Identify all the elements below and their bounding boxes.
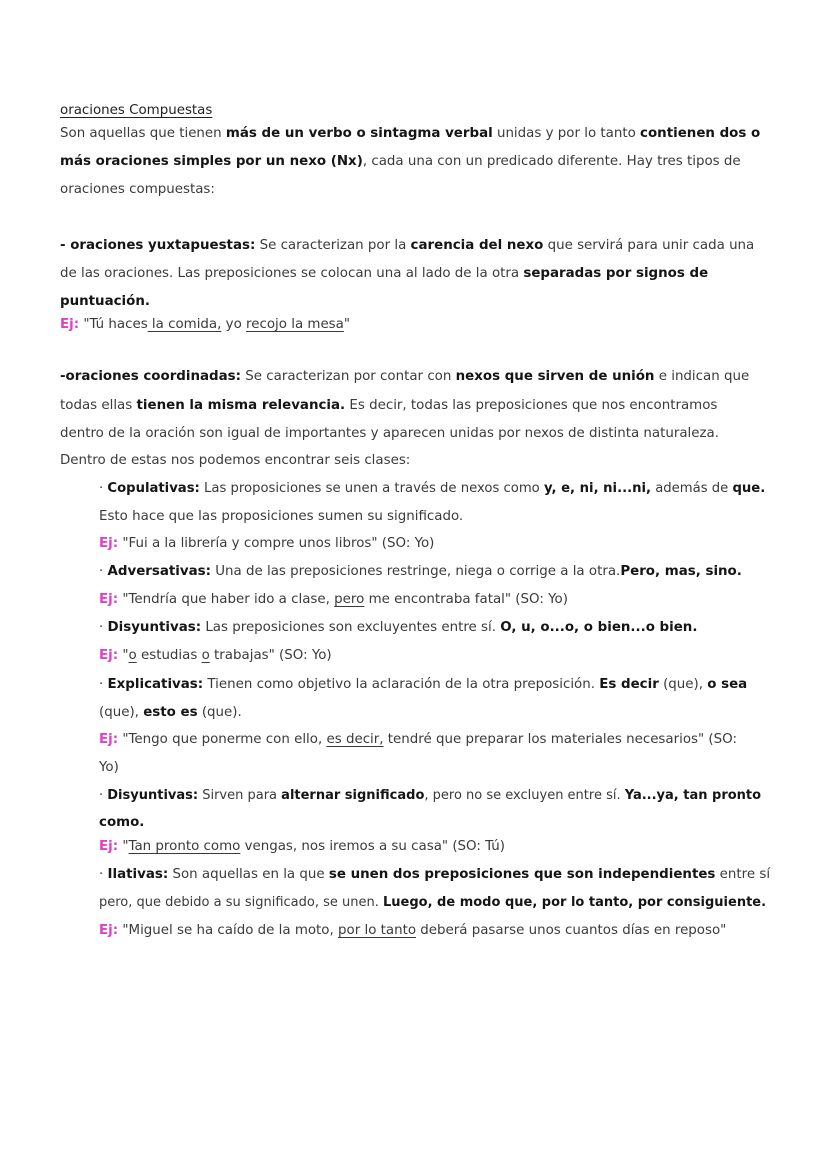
text: entre sí <box>715 867 771 882</box>
text: " <box>343 317 351 332</box>
bullet: · <box>99 620 108 635</box>
text: , pero no se excluyen entre sí. <box>424 788 625 803</box>
example-label: Ej: <box>99 732 119 747</box>
text: estudias <box>136 648 202 663</box>
class-heading: Copulativas: <box>107 481 200 496</box>
text: Se caracterizan por contar con <box>241 369 456 384</box>
underlined-text: pero <box>334 592 365 607</box>
coordinadas-line-2 <box>60 397 717 415</box>
text: que servirá para unir cada una <box>543 238 755 253</box>
class-heading: Disyuntivas: <box>107 620 202 635</box>
bold-text: se unen dos preposiciones que son independientes <box>328 867 716 882</box>
example-label: Ej: <box>99 839 119 854</box>
text: Es decir, todas las preposiciones que nos encontramos <box>345 398 718 413</box>
coordinadas-line-1 <box>60 368 749 386</box>
text: "Fui a la librería y compre unos libros" (SO: Yo) <box>118 536 435 551</box>
text: tendré que preparar los materiales necesarios" (SO: <box>383 732 737 747</box>
bold-text: esto es <box>143 705 198 720</box>
bold-text: Pero, mas, sino. <box>620 564 742 579</box>
ilativas-line-2 <box>99 894 766 912</box>
text: (que), <box>99 705 144 720</box>
bold-text: carencia del nexo <box>410 238 544 253</box>
bold-text: separadas por signos de <box>523 266 709 281</box>
intro-line-3: oraciones compuestas: <box>60 182 215 197</box>
bold-text: Luego, de modo que, por lo tanto, por consiguiente. <box>383 895 767 910</box>
underlined-text: recojo la mesa <box>246 317 344 332</box>
coordinadas-line-4: Dentro de estas nos podemos encontrar seis clases: <box>60 453 411 468</box>
disyuntivas-example <box>99 647 332 665</box>
text: de las oraciones. Las preposiciones se colocan una al lado de la otra <box>60 266 524 281</box>
copulativas-line-2: Esto hace que las proposiciones sumen su significado. <box>99 509 464 524</box>
text: deberá pasarse unos cuantos días en reposo" <box>416 923 727 938</box>
example-label: Ej: <box>99 592 119 607</box>
intro-line-2 <box>60 153 741 171</box>
class-heading: Ilativas: <box>107 867 169 882</box>
underlined-text: por lo tanto <box>338 923 417 938</box>
text: me encontraba fatal" (SO: Yo) <box>364 592 568 607</box>
text: yo <box>221 317 247 332</box>
bold-text: que. <box>732 481 766 496</box>
text: unidas y por lo tanto <box>492 126 641 141</box>
class-heading: Explicativas: <box>107 677 204 692</box>
text: "Tendría que haber ido a clase, <box>118 592 335 607</box>
adversativas-example <box>99 591 568 609</box>
yuxtapuestas-line-3: puntuación. <box>60 294 150 309</box>
text: (que), <box>658 677 708 692</box>
underlined-text: o <box>128 648 137 663</box>
text: Tienen como objetivo la aclaración de la otra preposición. <box>203 677 600 692</box>
disyuntivas-line-1 <box>99 619 697 637</box>
text: "Tú haces <box>79 317 148 332</box>
text: Se caracterizan por la <box>255 238 411 253</box>
copulativas-example <box>99 535 434 553</box>
bold-text: alternar significado <box>281 788 425 803</box>
text: trabajas" (SO: Yo) <box>209 648 332 663</box>
bullet: · <box>99 788 108 803</box>
example-label: Ej: <box>99 923 119 938</box>
underlined-text: la comida, <box>147 317 222 332</box>
text: (que). <box>197 705 242 720</box>
text: Una de las preposiciones restringe, niega o corrige a la otra. <box>210 564 621 579</box>
explicativas-line-1 <box>99 676 747 694</box>
bold-text: Es decir <box>599 677 659 692</box>
bold-text: más oraciones simples por un nexo (Nx) <box>60 154 363 169</box>
intro-line-1 <box>60 125 760 143</box>
bold-text: nexos que sirven de unión <box>455 369 655 384</box>
example-label: Ej: <box>60 317 80 332</box>
example-label: Ej: <box>99 536 119 551</box>
text: " <box>118 648 129 663</box>
text: " <box>118 839 129 854</box>
page-title: oraciones Compuestas <box>60 103 213 118</box>
example-label: Ej: <box>99 648 119 663</box>
bullet: · <box>99 677 108 692</box>
bold-text: o sea <box>707 677 748 692</box>
underlined-text: Tan pronto como <box>128 839 241 854</box>
copulativas-line-1 <box>99 480 765 498</box>
ilativas-line-1 <box>99 866 770 884</box>
text: vengas, nos iremos a su casa" (SO: Tú) <box>240 839 505 854</box>
text: "Tengo que ponerme con ello, <box>118 732 327 747</box>
section-heading: - oraciones yuxtapuestas: <box>60 238 256 253</box>
text: , cada una con un predicado diferente. Hay tres tipos de <box>362 154 741 169</box>
text: todas ellas <box>60 398 137 413</box>
ilativas-example <box>99 922 726 940</box>
text: "Miguel se ha caído de la moto, <box>118 923 339 938</box>
text: pero, que debido a su significado, se unen. <box>99 895 383 910</box>
class-heading: Disyuntivas: <box>107 788 199 803</box>
bullet: · <box>99 867 108 882</box>
bold-text: Ya...ya, tan pronto <box>624 788 762 803</box>
bold-text: tienen la misma relevancia. <box>136 398 346 413</box>
section-heading: -oraciones coordinadas: <box>60 369 242 384</box>
text: Sirven para <box>198 788 282 803</box>
bold-text: más de un verbo o sintagma verbal <box>225 126 493 141</box>
text: Son aquellas que tienen <box>60 126 226 141</box>
text: Las proposiciones se unen a través de nexos como <box>199 481 544 496</box>
bold-text: y, e, ni, ni...ni, <box>543 481 652 496</box>
bold-text: contienen dos o <box>640 126 761 141</box>
class-heading: Adversativas: <box>107 564 211 579</box>
text: además de <box>651 481 733 496</box>
text: e indican que <box>654 369 750 384</box>
disyuntivas-2-line-1 <box>99 787 761 805</box>
disyuntivas-2-example <box>99 838 505 856</box>
explicativas-line-2 <box>99 704 242 722</box>
bullet: · <box>99 481 108 496</box>
explicativas-example-line-2: Yo) <box>99 760 119 775</box>
coordinadas-line-3: dentro de la oración son igual de importantes y aparecen unidas por nexos de distinta naturaleza. <box>60 426 720 441</box>
yuxtapuestas-line-2 <box>60 265 708 283</box>
underlined-text: o <box>201 648 210 663</box>
adversativas-line-1 <box>99 563 742 581</box>
bold-text: O, u, o...o, o bien...o bien. <box>500 620 698 635</box>
explicativas-example <box>99 731 737 749</box>
yuxtapuestas-example <box>60 316 350 334</box>
text: Son aquellas en la que <box>168 867 329 882</box>
text: Las preposiciones son excluyentes entre sí. <box>201 620 501 635</box>
bullet: · <box>99 564 108 579</box>
yuxtapuestas-line-1 <box>60 237 754 255</box>
underlined-text: es decir, <box>326 732 384 747</box>
disyuntivas-2-line-2: como. <box>99 815 145 830</box>
